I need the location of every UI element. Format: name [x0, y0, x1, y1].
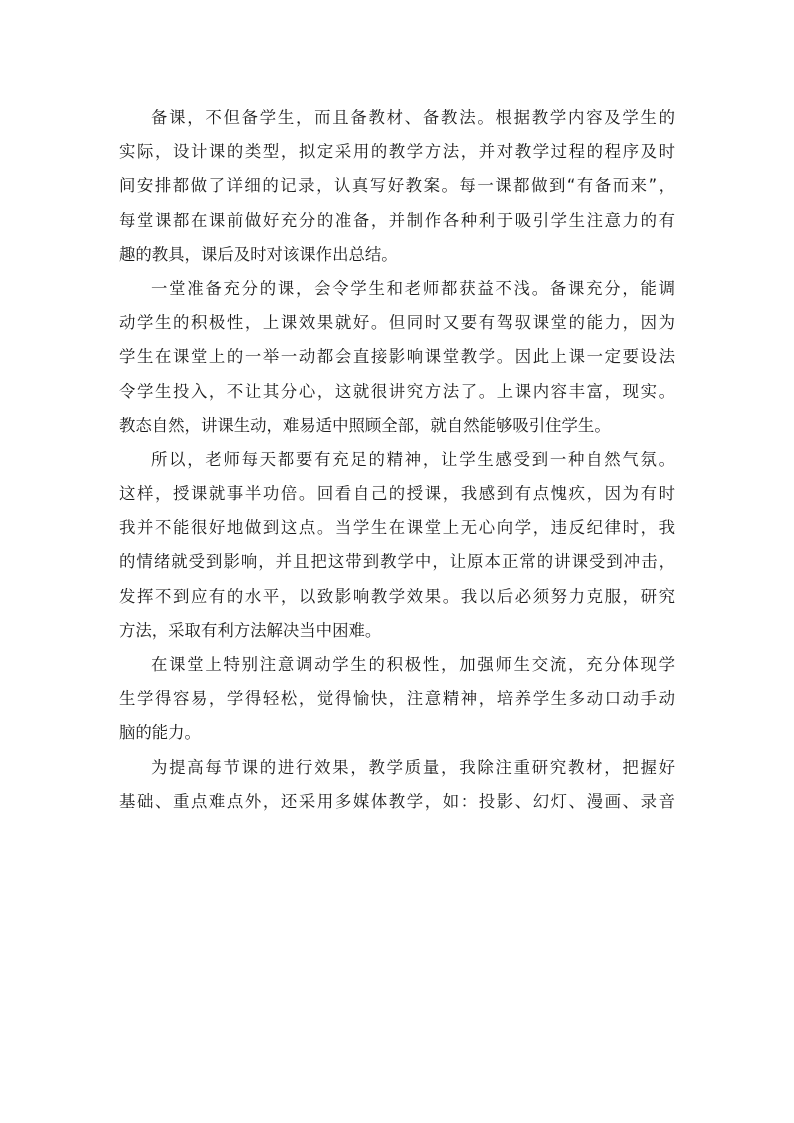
paragraph-2 — [119, 272, 675, 443]
paragraph-4 — [119, 648, 675, 751]
paragraph-line: 脑的能力。 — [119, 723, 201, 743]
paragraph-line: 动学生的积极性，上课效果就好。但同时又要有驾驭课堂的能力，因为 — [119, 313, 675, 333]
document-body — [119, 101, 675, 819]
paragraph-line: 这样，授课就事半功倍。回看自己的授课，我感到有点愧疚，因为有时 — [119, 484, 675, 504]
paragraph-line: 基础、重点难点外，还采用多媒体教学，如：投影、幻灯、漫画、录音 — [119, 791, 675, 811]
paragraph-line: 教态自然，讲课生动，难易适中照顾全部，就自然能够吸引住学生。 — [119, 415, 611, 435]
paragraph-line: 实际，设计课的类型，拟定采用的教学方法，并对教学过程的程序及时 — [119, 142, 675, 162]
paragraph-line: 间安排都做了详细的记录，认真写好教案。每一课都做到“有备而来”， — [119, 176, 675, 196]
paragraph-line: 我并不能很好地做到这点。当学生在课堂上无心向学，违反纪律时，我 — [119, 518, 675, 538]
paragraph-line: 所以，老师每天都要有充足的精神，让学生感受到一种自然气氛。 — [151, 449, 675, 469]
paragraph-line: 一堂准备充分的课，会令学生和老师都获益不浅。备课充分，能调 — [151, 278, 675, 298]
paragraph-line: 发挥不到应有的水平，以致影响教学效果。我以后必须努力克服，研究 — [119, 586, 675, 606]
paragraph-line: 方法，采取有利方法解决当中困难。 — [119, 620, 382, 640]
paragraph-5 — [119, 751, 675, 819]
paragraph-line: 学生在课堂上的一举一动都会直接影响课堂教学。因此上课一定要设法 — [119, 347, 675, 367]
paragraph-1 — [119, 101, 675, 272]
paragraph-3 — [119, 443, 675, 648]
paragraph-line: 为提高每节课的进行效果，教学质量，我除注重研究教材，把握好 — [151, 757, 675, 777]
paragraph-line: 趣的教具，课后及时对该课作出总结。 — [119, 244, 398, 264]
paragraph-line: 在课堂上特别注意调动学生的积极性，加强师生交流，充分体现学 — [151, 655, 675, 674]
paragraph-line: 令学生投入，不让其分心，这就很讲究方法了。上课内容丰富，现实。 — [119, 381, 675, 401]
paragraph-line: 备课，不但备学生，而且备教材、备教法。根据教学内容及学生的 — [151, 108, 675, 127]
paragraph-line: 的情绪就受到影响，并且把这带到教学中，让原本正常的讲课受到冲击， — [119, 552, 675, 572]
paragraph-line: 生学得容易，学得轻松，觉得愉快，注意精神，培养学生多动口动手动 — [119, 689, 675, 709]
paragraph-line: 每堂课都在课前做好充分的准备，并制作各种利于吸引学生注意力的有 — [119, 210, 675, 230]
